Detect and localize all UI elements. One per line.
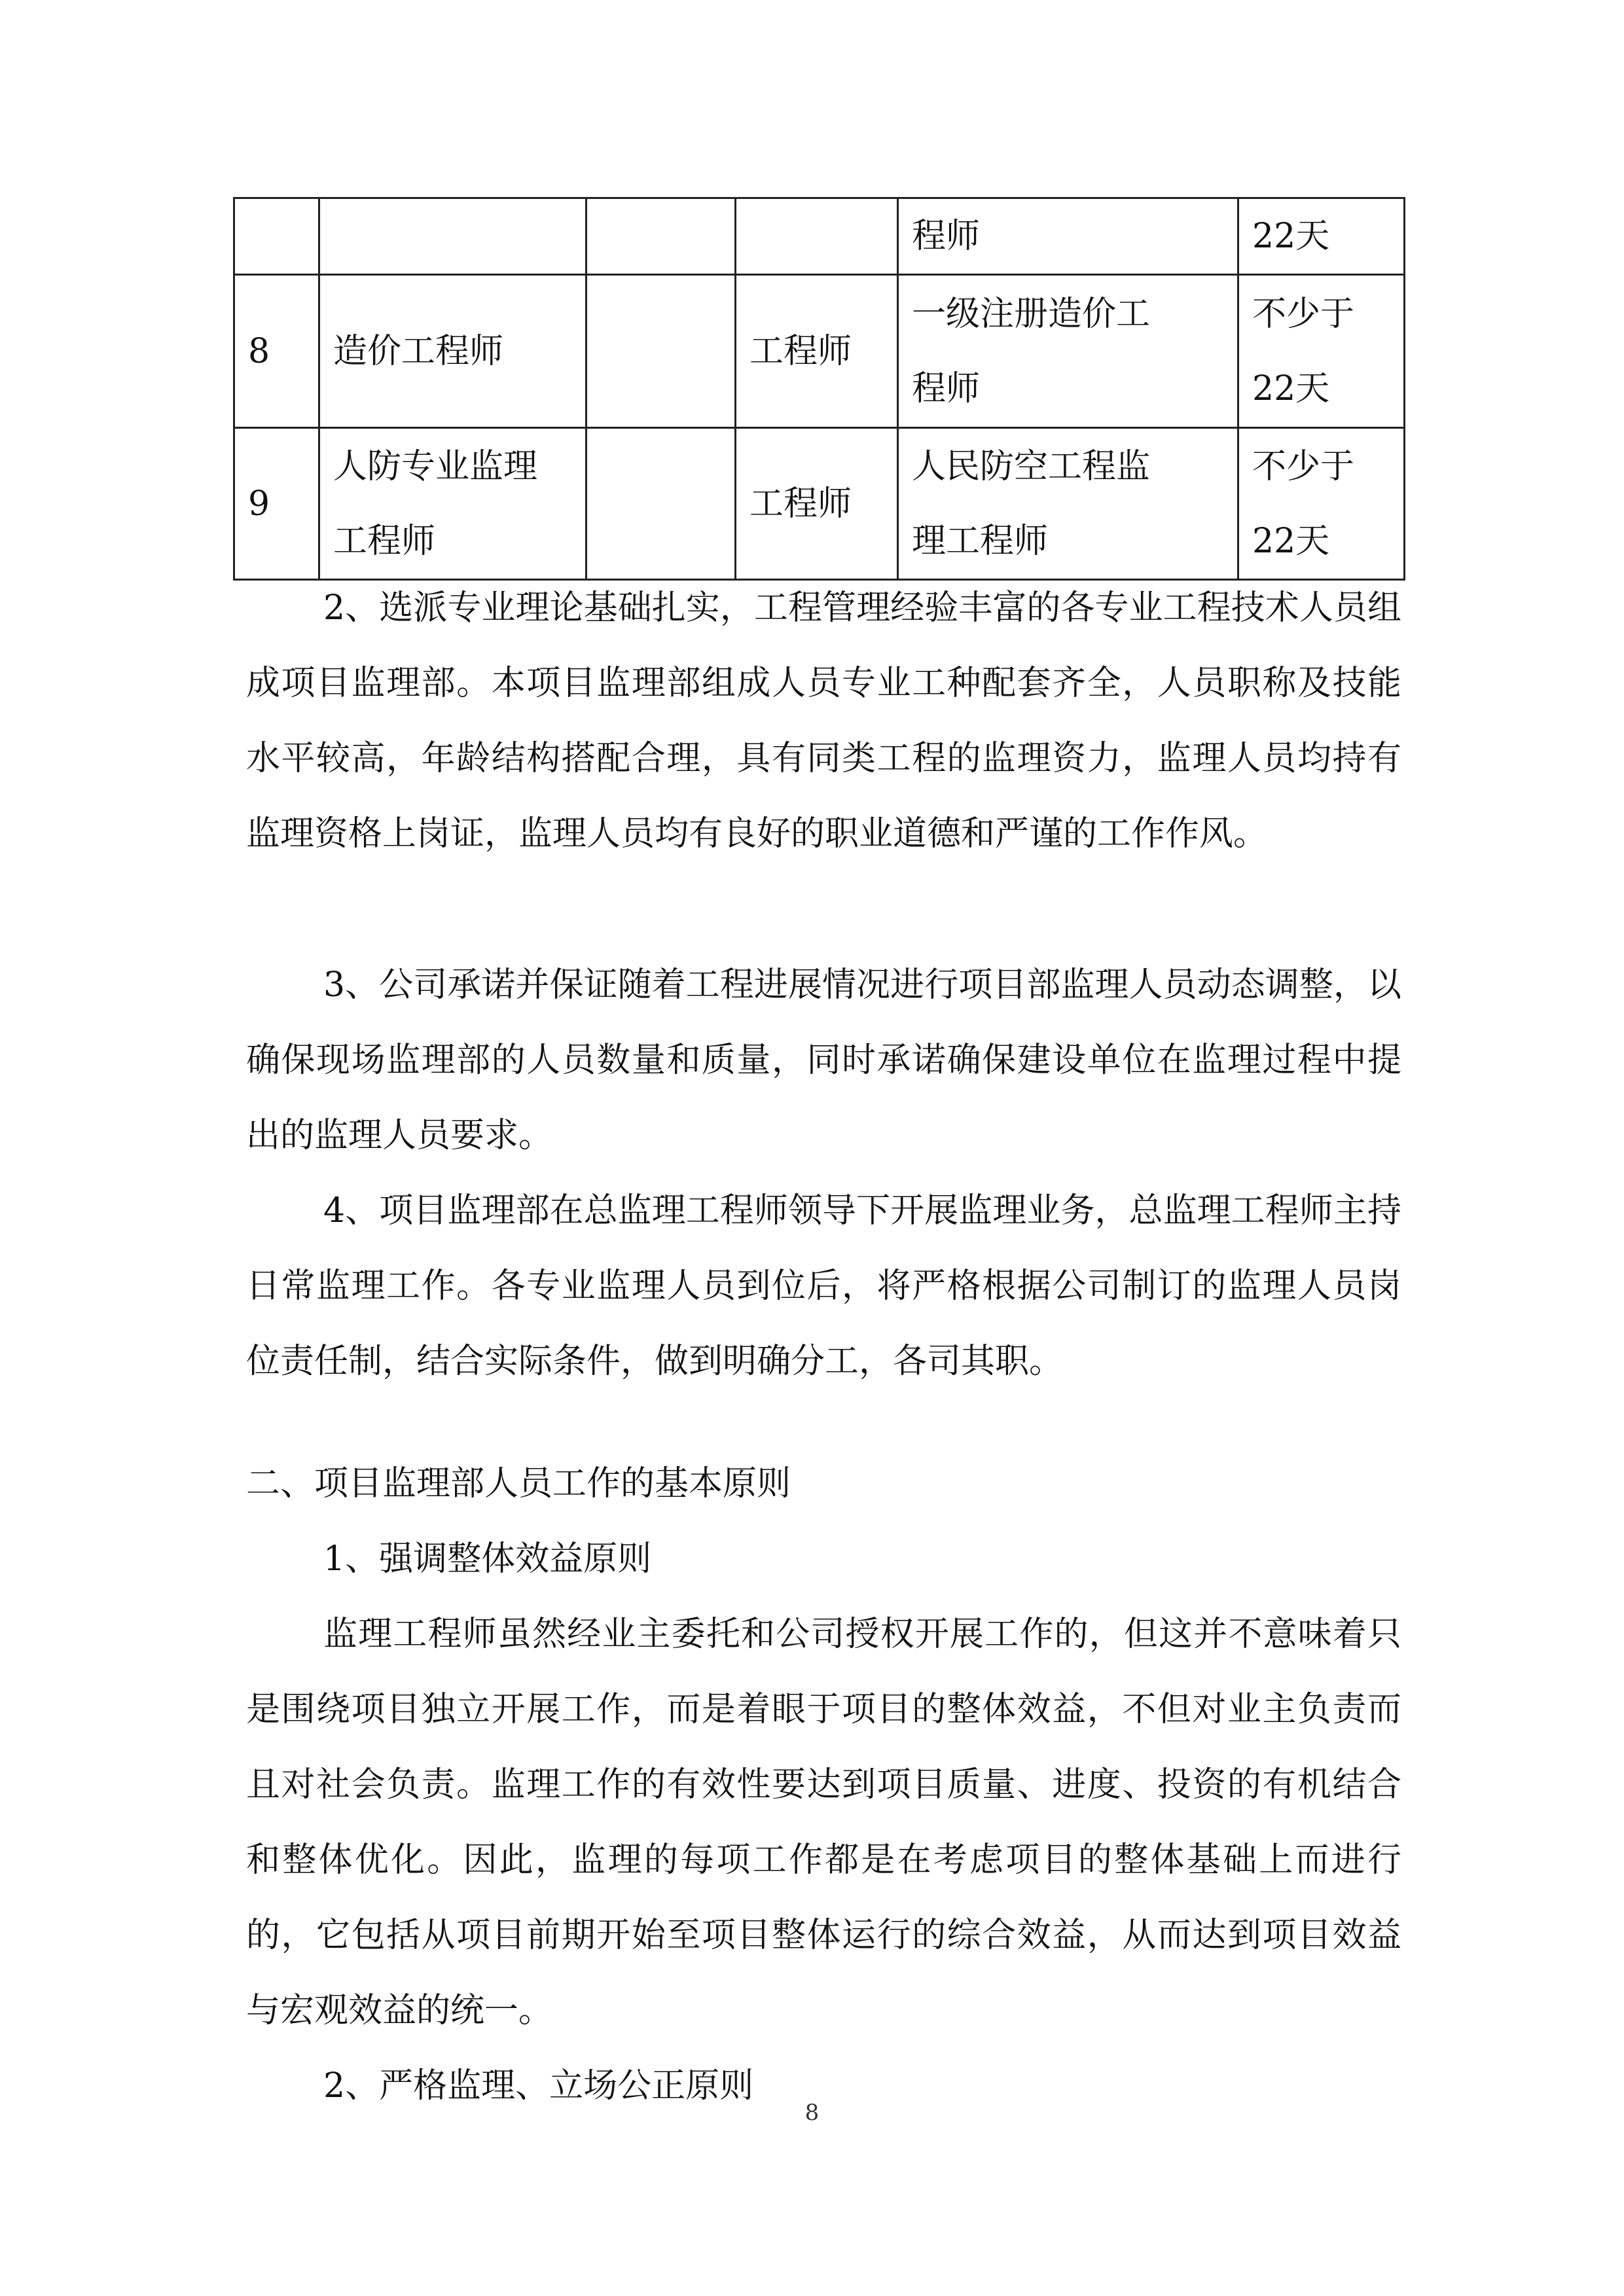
cell-blank (586, 275, 736, 428)
cell-certificate: 一级注册造价工 程师 (898, 275, 1238, 428)
cell-position: 人防专业监理 工程师 (319, 428, 586, 580)
paragraph-2: 2、选派专业理论基础扎实，工程管理经验丰富的各专业工程技术人员组成项目监理部。本项目监理部组成人员专业工种配套齐全，人员职称及技能水平较高，年龄结构搭配合理，具有同类工程的监理资力，监理人员均持有监理资格上岗证，监理人员均有良好的职业道德和严谨的工作作风。 (246, 588, 1401, 853)
body-paragraph-1: 监理工程师虽然经业主委托和公司授权开展工作的，但这并不意味着只是围绕项目独立开展工作，而是着眼于项目的整体效益，不但对业主负责而且对社会负责。监理工作的有效性要达到项目质量、进度、投资的有机结合和整体优化。因此，监理的每项工作都是在考虑项目的整体基础上而进行的，它包括从项目前期开始至项目整体运行的综合效益，从而达到项目效益与宏观效益的统一。 (246, 1615, 1401, 2030)
cell-time: 不少于 22天 (1238, 275, 1405, 428)
cell-number: 9 (234, 428, 319, 580)
paragraph-4: 4、项目监理部在总监理工程师领导下开展监理业务，总监理工程师主持日常监理工作。各专业监理人员到位后，将严格根据公司制订的监理人员岗位责任制，结合实际条件，做到明确分工，各司其职。 (246, 1191, 1401, 1381)
table-row (234, 428, 1405, 580)
cell-title (736, 198, 898, 275)
cell-number (234, 198, 319, 275)
cell-time: 22天 (1238, 198, 1405, 275)
subheading-1: 1、强调整体效益原则 (323, 1539, 652, 1579)
cell-title: 工程师 (736, 428, 898, 580)
cell-blank (586, 428, 736, 580)
cell-certificate: 人民防空工程监 理工程师 (898, 428, 1238, 580)
section-heading: 二、项目监理部人员工作的基本原则 (246, 1464, 791, 1503)
cell-position (319, 198, 586, 275)
page-number: 8 (804, 2100, 820, 2126)
table-row (234, 198, 1405, 275)
staff-table (233, 197, 1405, 581)
cell-position: 造价工程师 (319, 275, 586, 428)
cell-number: 8 (234, 275, 319, 428)
cell-title: 工程师 (736, 275, 898, 428)
cell-certificate: 程师 (898, 198, 1238, 275)
paragraph-3: 3、公司承诺并保证随着工程进展情况进行项目部监理人员动态调整，以确保现场监理部的人员数量和质量，同时承诺确保建设单位在监理过程中提出的监理人员要求。 (246, 965, 1401, 1155)
cell-time: 不少于 22天 (1238, 428, 1405, 580)
table-row (234, 275, 1405, 428)
cell-blank (586, 198, 736, 275)
subheading-2: 2、严格监理、立场公正原则 (323, 2066, 754, 2106)
